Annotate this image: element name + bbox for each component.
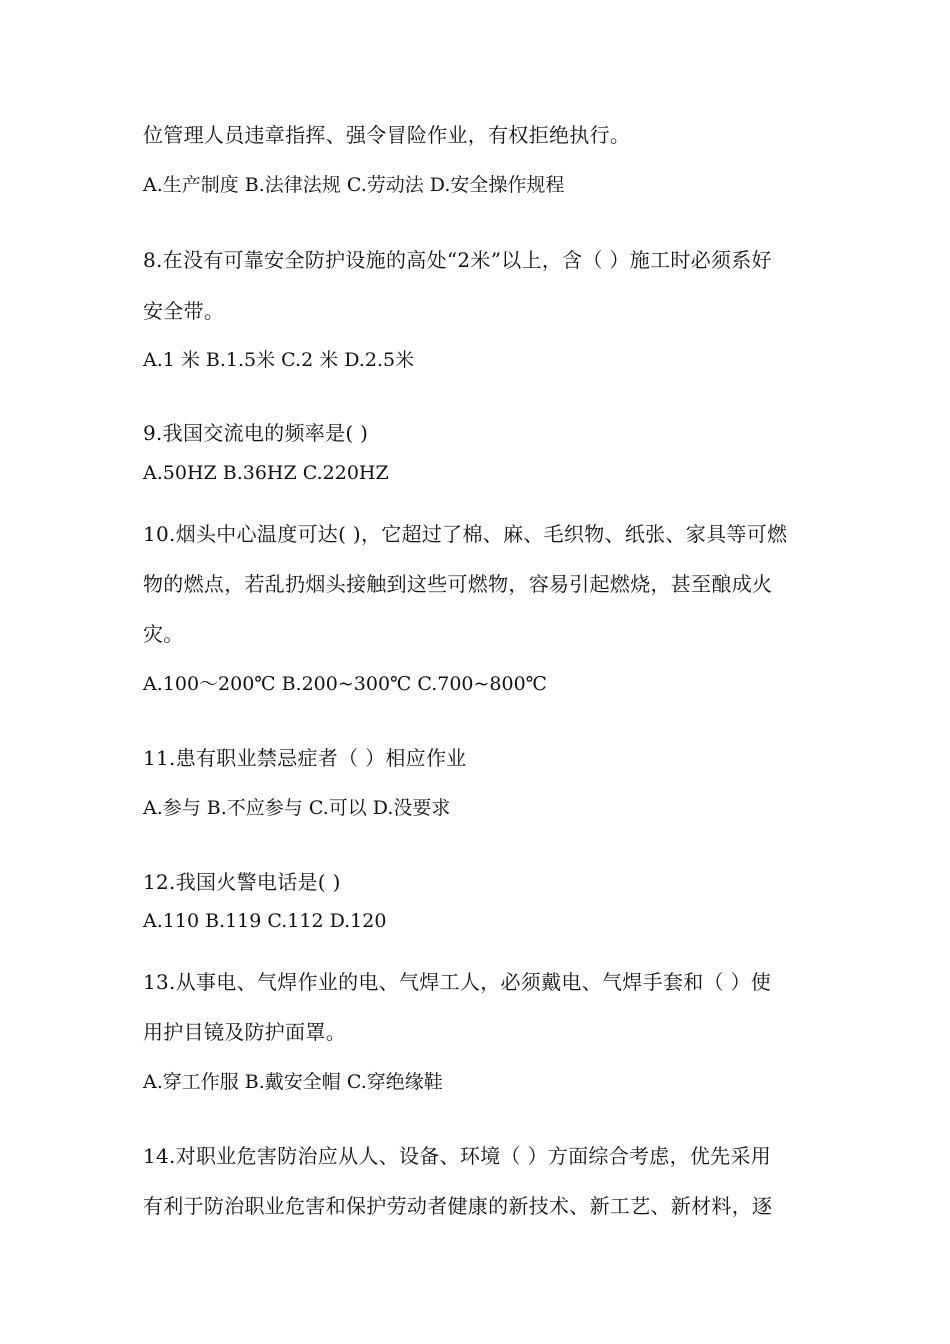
q12-text: 12.我国火警电话是( ) <box>143 870 341 894</box>
q13-text-line-1: 13.从事电、气焊作业的电、气焊工人，必须戴电、气焊手套和（ ）使 <box>143 970 772 994</box>
q12-options: A.110 B.119 C.112 D.120 <box>143 910 387 932</box>
q7-options: A.生产制度 B.法律法规 C.劳动法 D.安全操作规程 <box>143 174 565 196</box>
q11-text: 11.患有职业禁忌症者（ ）相应作业 <box>143 746 467 770</box>
q14-text-line-1: 14.对职业危害防治应从人、设备、环境（ ）方面综合考虑，优先采用 <box>143 1144 772 1168</box>
q13-options: A.穿工作服 B.戴安全帽 C.穿绝缘鞋 <box>143 1071 443 1093</box>
q14-text-line-2: 有利于防治职业危害和保护劳动者健康的新技术、新工艺、新材料，逐 <box>143 1194 773 1218</box>
q10-text-line-1: 10.烟头中心温度可达( )，它超过了棉、麻、毛织物、纸张、家具等可燃 <box>143 522 788 546</box>
q11-options: A.参与 B.不应参与 C.可以 D.没要求 <box>143 797 451 819</box>
q8-text-line-1: 8.在没有可靠安全防护设施的高处“2米”以上，含（ ）施工时必须系好 <box>143 248 772 272</box>
q10-text-line-2: 物的燃点，若乱扔烟头接触到这些可燃物，容易引起燃烧，甚至酿成火 <box>143 572 773 596</box>
q9-text: 9.我国交流电的频率是( ) <box>143 421 369 445</box>
q10-text-line-3: 灾。 <box>143 622 184 646</box>
q8-options: A.1 米 B.1.5米 C.2 米 D.2.5米 <box>143 349 415 371</box>
q9-options: A.50HZ B.36HZ C.220HZ <box>143 462 389 484</box>
q7-continuation: 位管理人员违章指挥、强令冒险作业，有权拒绝执行。 <box>143 123 631 147</box>
q8-text-line-2: 安全带。 <box>143 299 225 323</box>
q13-text-line-2: 用护目镜及防护面罩。 <box>143 1020 346 1044</box>
q10-options: A.100～200℃ B.200~300℃ C.700~800℃ <box>143 673 547 695</box>
